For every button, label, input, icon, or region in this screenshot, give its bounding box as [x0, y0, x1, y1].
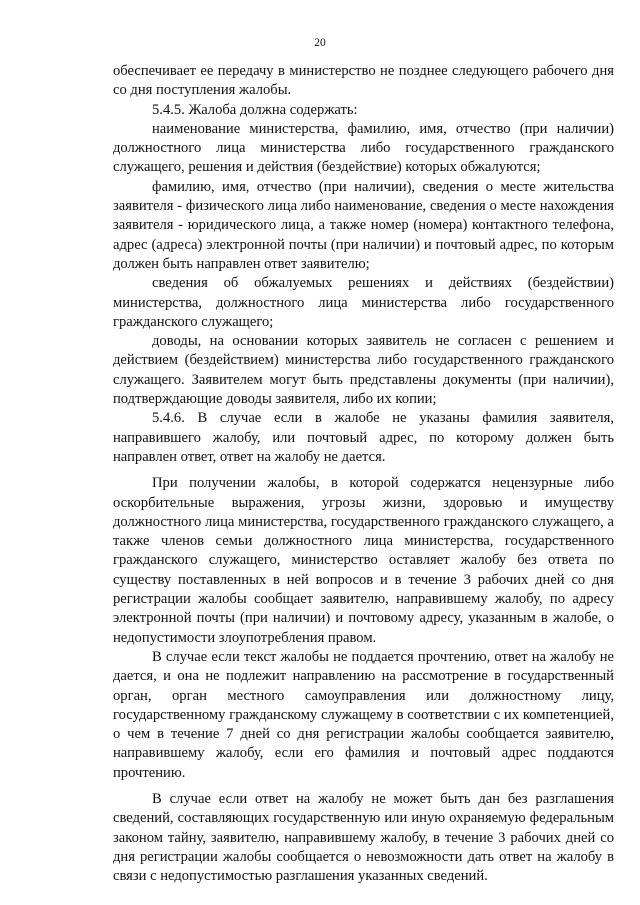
paragraph-secret-information: В случае если ответ на жалобу не может быть дан без разглашения сведений, составляющих государственную или иную охраняемую федеральным законом тайну, заявителю, направившему жалобу, в течение 3 рабочих дней со дня регистрации жалобы сообщается о невозможности дать ответ на жалобу в связи с недопустимостью разглашения указанных сведений. [113, 790, 614, 885]
paragraph-list-item-arguments: доводы, на основании которых заявитель не согласен с решением и действием (бездействием) министерства либо государственного гражданского служащего. Заявителем могут быть представлены документы (при наличии), подтверждающие доводы заявителя, либо их копии; [113, 333, 614, 408]
paragraph-section-5-4-5: 5.4.5. Жалоба должна содержать: [152, 101, 358, 118]
page-number: 20 [314, 37, 326, 49]
paragraph-list-item-decisions: сведения об обжалуемых решениях и действиях (бездействии) министерства, должностного лица министерства либо государственного гражданского служащего; [113, 275, 614, 330]
paragraph-list-item-applicant: фамилию, имя, отчество (при наличии), сведения о месте жительства заявителя - физического лица либо наименование, сведения о месте нахождения заявителя - юридического лица, а также номер (номера) контактного телефона, адрес (адреса) электронной почты (при наличии) и почтовый адрес, по которым должен быть направлен ответ заявителю; [113, 178, 614, 272]
paragraph-section-5-4-6: 5.4.6. В случае если в жалобе не указаны фамилия заявителя, направившего жалобу, или почтовый адрес, по которому должен быть направлен ответ, ответ на жалобу не дается. [113, 410, 614, 465]
paragraph-list-item-name: наименование министерства, фамилию, имя, отчество (при наличии) должностного лица министерства либо государственного гражданского служащего, решения и действия (бездействие) которых обжалуются; [113, 120, 614, 176]
document-body [113, 62, 614, 886]
paragraph-continuation: обеспечивает ее передачу в министерство не позднее следующего рабочего дня со дня поступления жалобы. [113, 63, 614, 99]
paragraph-unreadable-complaint: В случае если текст жалобы не поддается прочтению, ответ на жалобу не дается, и она не подлежит направлению на рассмотрение в государственный орган, орган местного самоуправления или должностному лицу, государственному гражданскому служащему в соответствии с их компетенцией, о чем в течение 7 дней со дня регистрации жалобы сообщается заявителю, направившему жалобу, если его фамилия и почтовый адрес поддаются прочтению. [113, 648, 614, 781]
paragraph-obscene-complaint: При получении жалобы, в которой содержатся нецензурные либо оскорбительные выражения, угрозы жизни, здоровью и имуществу должностного лица министерства, государственного гражданского служащего, а также членов семьи должностного лица министерства, государственного гражданского служащего, министерство оставляет жалобу без ответа по существу поставленных в ней вопросов и в течение 3 рабочих дней со дня регистрации жалобы сообщает заявителю, направившему жалобу, по адресу электронной почты (при наличии) и почтовому адресу, указанным в жалобе, о недопустимости злоупотребления правом. [113, 475, 614, 646]
